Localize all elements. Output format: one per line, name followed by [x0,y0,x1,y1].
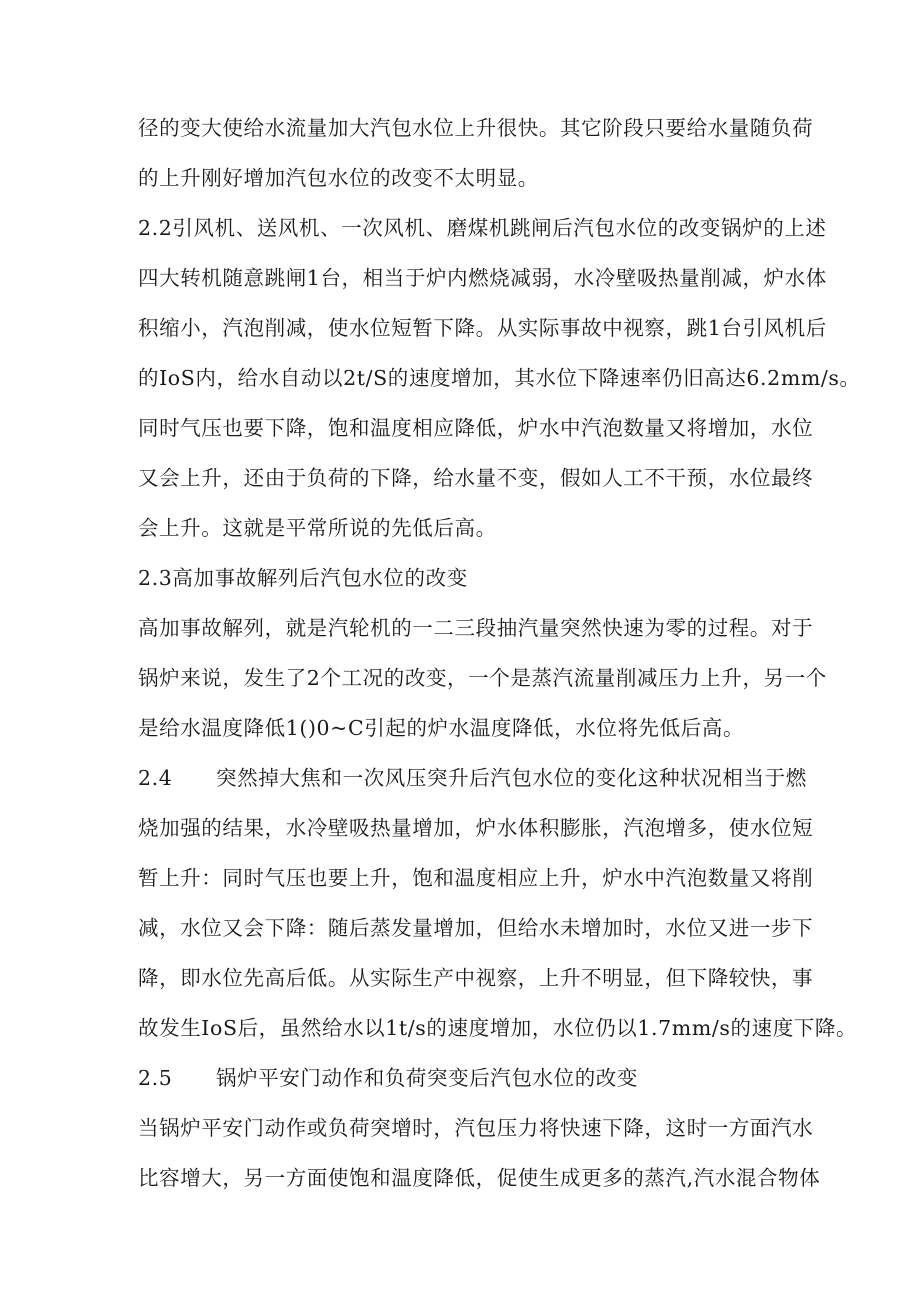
text-line: 烧加强的结果，水冷壁吸热量增加，炉水体积膨胀，汽泡增多，使水位短 [138,816,814,840]
section-heading-2-5 [138,1058,908,1098]
section-title: 突然掉大焦和一次风压突升后汽包水位的变化这种状况相当于燃 [216,766,807,790]
section-heading-2-4 [138,758,908,798]
text-line: 减，水位又会下降：随后蒸发量增加，但给水未增加时，水位又进一步下 [138,916,814,940]
text-line: 当锅炉平安门动作或负荷突增时，汽包压力将快速下降，这时一方面汽水 [138,1116,814,1140]
text-line: 锅炉来说，发生了2个工况的改变，一个是蒸汽流量削减压力上升，另一个 [138,666,827,690]
text-line: 会上升。这就是平常所说的先低后高。 [138,516,497,540]
section-heading-2-3: 2.3高加事故解列后汽包水位的改变 [138,566,468,590]
text-line: 降，即水位先高后低。从实际生产中视察，上升不明显，但下降较快，事 [138,966,814,990]
text-line: 比容增大，另一方面使饱和温度降低，促使生成更多的蒸汽,汽水混合物体 [138,1166,821,1190]
text-line: 径的变大使给水流量加大汽包水位上升很快。其它阶段只要给水量随负荷 [138,116,814,140]
section-heading-2-2: 2.2引风机、送风机、一次风机、磨煤机跳闸后汽包水位的改变锅炉的上述 [138,216,827,240]
section-number: 2.5 [138,1066,173,1090]
text-line: 暂上升：同时气压也要上升，饱和温度相应上升，炉水中汽泡数量又将削 [138,866,814,890]
text-line: 积缩小，汽泡削减，使水位短暂下降。从实际事故中视察，跳1台引风机后 [138,316,827,340]
section-number: 2.4 [138,766,173,790]
text-line: 的上升刚好增加汽包水位的改变不太明显。 [138,166,539,190]
text-line: 高加事故解列，就是汽轮机的一二三段抽汽量突然快速为零的过程。对于 [138,616,814,640]
text-line: 又会上升，还由于负荷的下降，给水量不变，假如人工不干预，水位最终 [138,466,814,490]
text-line: 是给水温度降低1()0~C引起的炉水温度降低，水位将先低后高。 [138,716,745,740]
text-line: 的IoS内，给水自动以2t/S的速度增加，其水位下降速率仍旧高达6.2mm/s。 [138,366,861,390]
text-line: 故发生IoS后，虽然给水以1t/s的速度增加，水位仍以1.7mm/s的速度下降。 [138,1016,858,1040]
section-title: 锅炉平安门动作和负荷突变后汽包水位的改变 [216,1066,638,1090]
text-line: 同时气压也要下降，饱和温度相应降低，炉水中汽泡数量又将增加，水位 [138,416,814,440]
text-line: 四大转机随意跳闸1台，相当于炉内燃烧减弱，水冷壁吸热量削减，炉水体 [138,266,827,290]
